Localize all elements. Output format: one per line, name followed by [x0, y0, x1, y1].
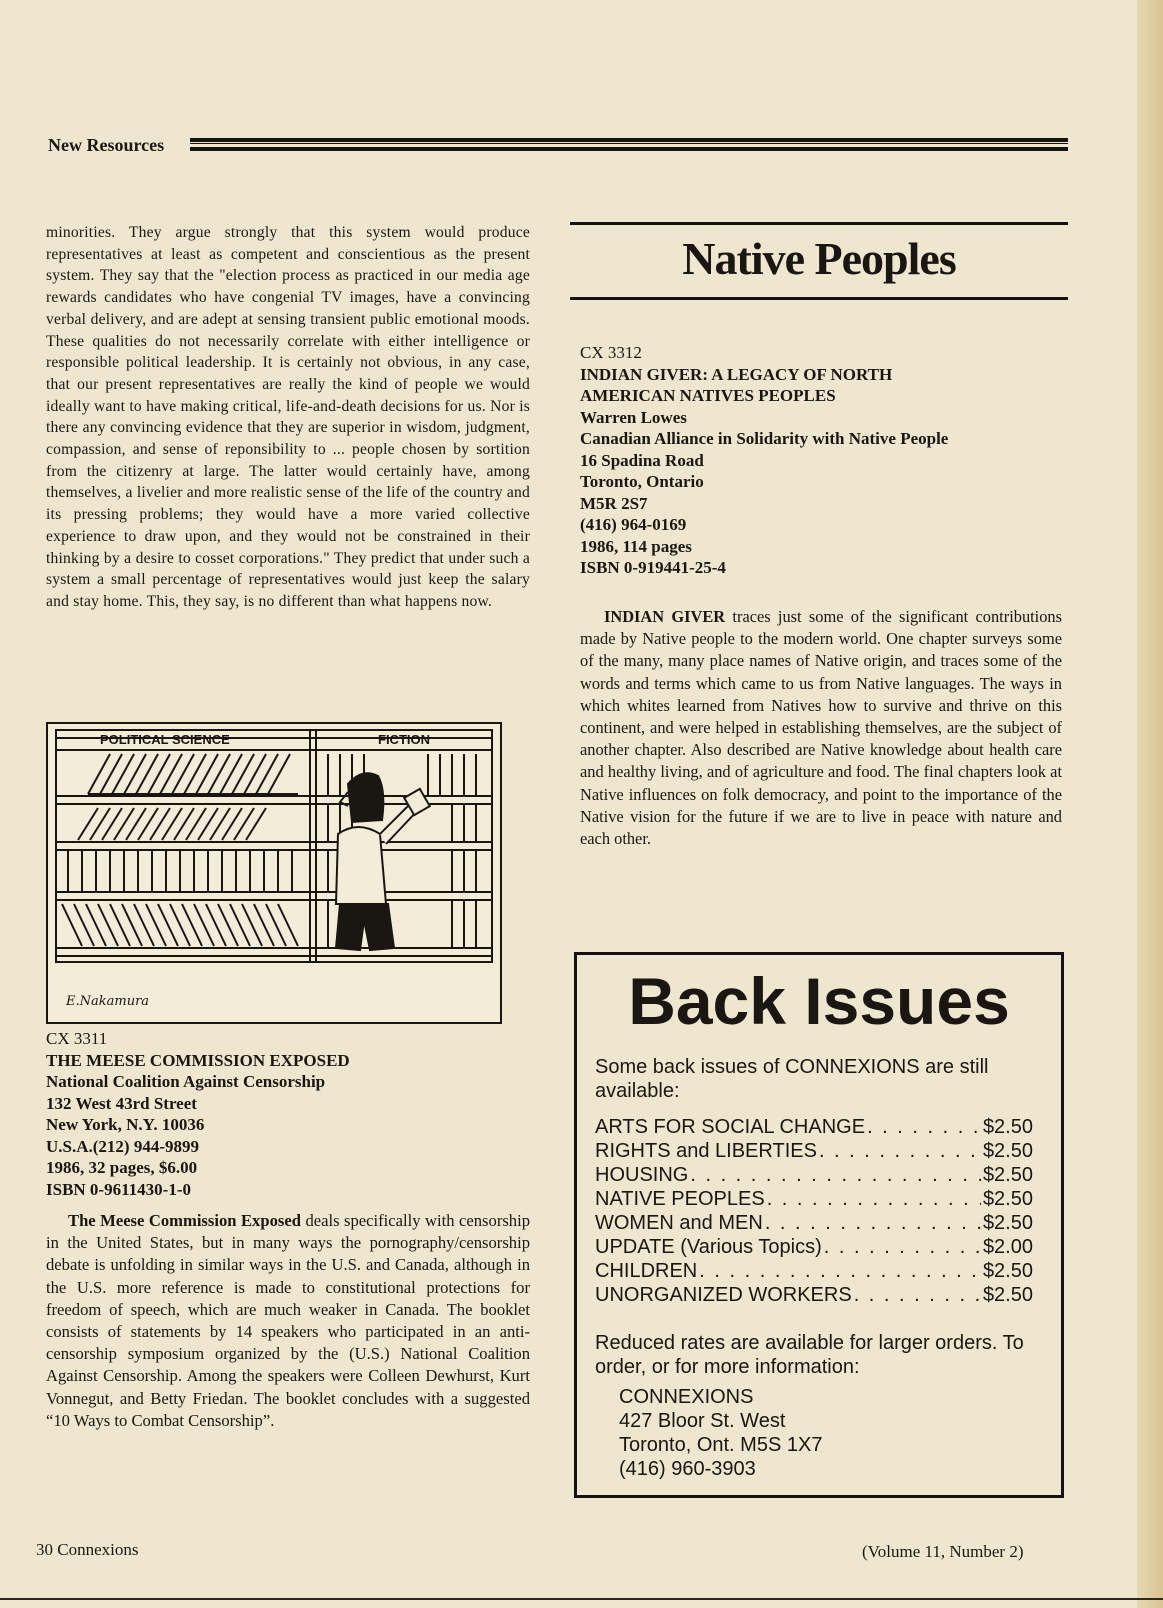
- leader-dots: [824, 1235, 981, 1259]
- back-issue-row: [595, 1163, 1033, 1187]
- leader-dots: [690, 1163, 981, 1187]
- entry-isbn: ISBN 0-919441-25-4: [580, 558, 726, 577]
- back-issue-row: [595, 1211, 1033, 1235]
- native-peoples-heading-box: [570, 222, 1068, 300]
- leader-dots: [699, 1259, 981, 1283]
- leader-dots: [854, 1283, 981, 1307]
- entry-phone: (416) 964-0169: [580, 515, 687, 534]
- back-issues-list: [595, 1115, 1033, 1307]
- issue-price: $2.50: [982, 1188, 1033, 1210]
- back-issues-box: [574, 952, 1064, 1498]
- entry-pub-info: 1986, 32 pages, $6.00: [46, 1158, 198, 1177]
- back-issue-row: [595, 1139, 1033, 1163]
- description-body: deals specifically with censorship in the United States, but in many ways the pornography/censorship debate is unfolding in similar ways in the U.S. and Canada, although in the U.S. more reference is made to constitutional protections for freedom of speech, which are much weaker in Canada. The booklet consists of statements by 14 speakers who participated in an anti-censorship symposium organized by the (U.S.) National Coalition Against Censorship. Among the speakers were Colleen Dewhurst, Kurt Vonnegut, and Betty Friedan. The booklet concludes with a suggested “10 Ways to Combat Censorship”.: [46, 1211, 531, 1430]
- leader-dots: [767, 1187, 981, 1211]
- cartoon-illustration: [48, 724, 500, 1022]
- order-address: [619, 1385, 822, 1481]
- bottom-rule: [0, 1598, 1163, 1600]
- section-label: New Resources: [48, 135, 165, 155]
- back-issue-row: [595, 1259, 1033, 1283]
- issue-price: $2.50: [982, 1260, 1033, 1282]
- entry-publisher: Canadian Alliance in Solidarity with Native People: [580, 429, 949, 448]
- entry-isbn: ISBN 0-9611430-1-0: [46, 1179, 191, 1199]
- political-science-label: POLITICAL SCIENCE: [100, 732, 230, 747]
- description-body: traces just some of the significant contributions made by Native people to the modern world. One chapter surveys some of the many, many place names of Native origin, and traces some of the words and terms which came to us from Native languages. The ways in which whites learned from Natives how to survive and thrive on this continent, and were helped in establishing themselves, are the subject of another chapter. Also described are Native knowledge about health care and healthy living, and of agriculture and food. The final chapters look at Native influences on folk democracy, and point to the importance of the Native vision for the future if we are to live in peace with nature and each other.: [580, 607, 1063, 849]
- section-title: Native Peoples: [682, 233, 956, 284]
- cartoon-signature: E.Nakamura: [66, 994, 150, 1009]
- issue-price: $2.50: [982, 1116, 1033, 1138]
- back-issues-intro: Some back issues of CONNEXIONS are still available:: [595, 1056, 989, 1102]
- back-issues-title: Back Issues: [628, 964, 1010, 1038]
- address-name: CONNEXIONS: [619, 1386, 754, 1408]
- issue-price: $2.50: [982, 1164, 1033, 1186]
- issue-name: WOMEN and MEN: [595, 1212, 763, 1234]
- entry-description: [46, 1210, 530, 1432]
- entry-title-line1: INDIAN GIVER: A LEGACY OF NORTH: [580, 364, 893, 384]
- back-issue-row: [595, 1187, 1033, 1211]
- entry-city: Toronto, Ontario: [580, 472, 704, 491]
- entry-code: CX 3312: [580, 343, 642, 362]
- issue-name: RIGHTS and LIBERTIES: [595, 1140, 817, 1162]
- issue-name: CHILDREN: [595, 1260, 698, 1282]
- resource-entry-cx3312: [580, 342, 1062, 579]
- page-number-footer: 30 Connexions: [36, 1540, 139, 1559]
- issue-name: ARTS FOR SOCIAL CHANGE: [595, 1116, 866, 1138]
- entry-title: THE MEESE COMMISSION EXPOSED: [46, 1050, 350, 1070]
- back-issue-row: [595, 1283, 1033, 1307]
- header-rule: [190, 138, 1068, 151]
- resource-entry-cx3311: [46, 1028, 530, 1200]
- volume-footer: (Volume 11, Number 2): [862, 1542, 1024, 1561]
- address-phone: (416) 960-3903: [619, 1458, 756, 1480]
- issue-price: $2.50: [982, 1212, 1033, 1234]
- page-edge: [1137, 0, 1163, 1608]
- entry-author: Warren Lowes: [580, 407, 687, 427]
- address-street: 427 Bloor St. West: [619, 1410, 786, 1432]
- entry-publisher: National Coalition Against Censorship: [46, 1072, 326, 1091]
- entry-street: 132 West 43rd Street: [46, 1093, 197, 1113]
- fiction-label: FICTION: [378, 732, 430, 747]
- description-lead: INDIAN GIVER: [604, 607, 726, 626]
- description-lead: The Meese Commission Exposed: [68, 1211, 301, 1230]
- section-header: [48, 134, 1068, 156]
- order-info: Reduced rates are available for larger orders. To order, or for more information:: [595, 1332, 1024, 1378]
- leader-dots: [867, 1115, 981, 1139]
- back-issue-row: [595, 1235, 1033, 1259]
- entry-postal: M5R 2S7: [580, 493, 648, 513]
- address-city: Toronto, Ont. M5S 1X7: [619, 1434, 823, 1456]
- leader-dots: [819, 1139, 981, 1163]
- issue-name: UNORGANIZED WORKERS: [595, 1284, 852, 1306]
- issue-price: $2.00: [982, 1236, 1033, 1258]
- entry-phone: U.S.A.(212) 944-9899: [46, 1136, 199, 1156]
- leader-dots: [765, 1211, 981, 1235]
- entry-city: New York, N.Y. 10036: [46, 1115, 205, 1134]
- entry-street: 16 Spadina Road: [580, 450, 704, 470]
- continued-article-text: minorities. They argue strongly that this system would produce representatives at least as competent and conscientious as the present system. They say that the "election process as practiced in our media age rewards candidates who have congenial TV images, have a convincing verbal delivery, and are adept at sensing transient public emotional moods. These qualities do not necessarily correlate with either intelligence or responsible political leadership. It is certainly not obvious, in any case, that our present representatives are really the kind of people we would ideally want to have making critical, life-and-death decisions for us. Nor is there any convincing evidence that they are superior in wisdom, judgment, compassion, and sense of reponsibility to ... people chosen by sortition from the citizenry at large. The latter would certainly have, among themselves, a livelier and more realistic sense of the life of the country and its pressing problems; they would have a more varied collective experience to draw upon, and they would not be constrained in their thinking by a desire to cosset corporations." They predict that under such a system a small percentage of representatives would just keep the salary and stay home. This, they say, is no different than what happens now.: [46, 224, 530, 610]
- entry-code: CX 3311: [46, 1029, 108, 1048]
- entry-pub-info: 1986, 114 pages: [580, 536, 692, 556]
- issue-name: NATIVE PEOPLES: [595, 1188, 765, 1210]
- issue-name: UPDATE (Various Topics): [595, 1236, 822, 1258]
- bookshelf-cartoon: [46, 722, 502, 1024]
- issue-price: $2.50: [982, 1284, 1033, 1306]
- entry-description: [580, 606, 1062, 850]
- back-issue-row: [595, 1115, 1033, 1139]
- entry-title-line2: AMERICAN NATIVES PEOPLES: [580, 386, 836, 405]
- issue-name: HOUSING: [595, 1164, 689, 1186]
- issue-price: $2.50: [982, 1140, 1033, 1162]
